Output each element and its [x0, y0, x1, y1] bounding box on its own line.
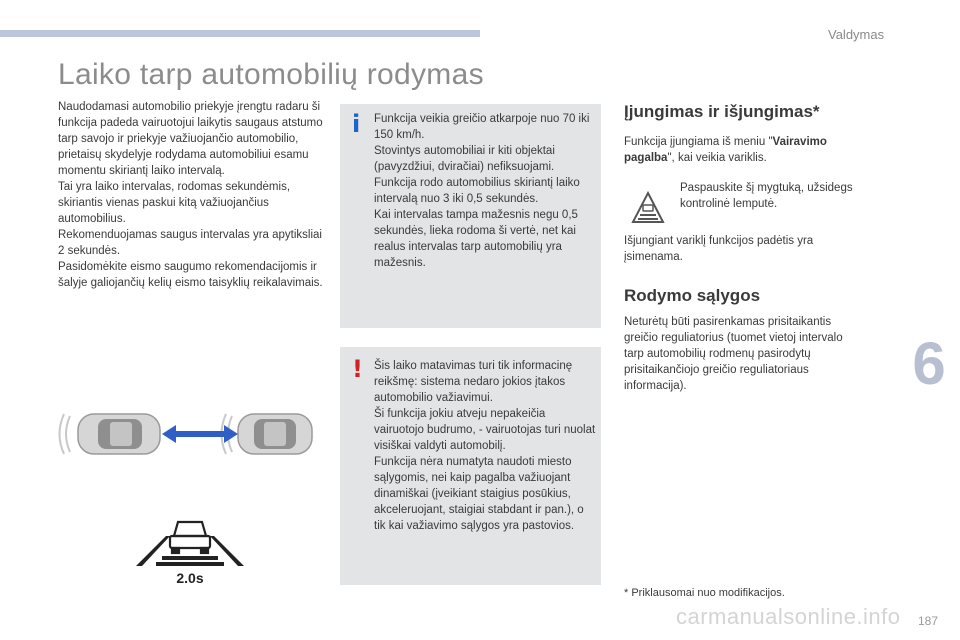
activation-text-start: Funkcija įjungiama iš meniu " — [624, 136, 773, 148]
section-heading-conditions: Rodymo sąlygos — [624, 286, 761, 305]
info-box — [340, 104, 601, 328]
header-bar — [0, 30, 480, 37]
info-icon: i — [352, 110, 361, 138]
time-readout: 2.0s — [176, 570, 204, 586]
footnote: * Priklausomai nuo modifikacijos. — [624, 587, 785, 599]
page-title: Laiko tarp automobilių rodymas — [58, 58, 484, 91]
section-label: Valdymas — [828, 27, 885, 42]
distance-display-figure — [132, 506, 248, 586]
section-heading-activation: Įjungimas ir išjungimas* — [624, 102, 820, 121]
vehicle-distance-figure — [56, 406, 316, 462]
chapter-number: 6 — [912, 329, 946, 397]
menu-name: Vairavimo pagalba — [624, 136, 827, 164]
distance-arrow-icon — [162, 425, 238, 443]
memory-text: Išjungiant variklį funkcijos padėtis yra įsimenama. — [624, 235, 814, 263]
watermark: carmanualsonline.info — [676, 604, 901, 629]
activation-text — [624, 134, 864, 166]
display-road-lines-icon — [136, 536, 244, 566]
page-number: 187 — [918, 614, 939, 628]
rear-car-icon — [78, 414, 160, 454]
warning-box — [340, 347, 601, 585]
warning-icon: ! — [352, 355, 363, 383]
activation-text-end: ", kai veikia variklis. — [667, 152, 767, 164]
intro-text: Naudodamasi automobilio priekyje įrengtu radaru ši funkcija padeda vairuotojui laikytis saugaus atstumo tarp savojo ir priekyje važiuojančio automobilio, prietaisų skydelyje rodydama automobiliui esamu momentu skiriantį laiko intervalą. Tai yra laiko intervalas, rodomas sekundėmis, skiriantis vienas paskui kitą važiuojančius automobilius. Rekomenduojamas saugus intervalas yra apytiksliai 2 sekundės. Pasidomėkite eismo saugumo rekomendacijomis ir šalyje galiojančių kelių eismo taisyklių reikalavimais. — [58, 101, 323, 289]
display-car-icon — [170, 522, 210, 553]
distance-button-icon — [630, 190, 666, 226]
step-instruction — [680, 180, 870, 212]
info-text: Funkcija veikia greičio atkarpoje nuo 70 iki 150 km/h. Stovintys automobiliai ir kiti objektai (pavyzdžiui, dviračiai) nefiksuojami. Funkcija rodo automobilius skiriantį laiko intervalą nuo 3 iki 0,5 sekundės. Kai intervalas tampa mažesnis negu 0,5 sekundės, lieka rodoma ši vertė, net kai realus intervalas tarp automobilių yra mažesnis. — [374, 113, 590, 269]
front-car-icon — [238, 414, 312, 454]
conditions-text: Neturėtų būti pasirenkamas prisitaikantis greičio reguliatorius (tuomet vietoj intervalo tarp automobilių rodmenų pasirodytų prisitaikančiojo greičio reguliatoriaus informacija). — [624, 316, 843, 392]
step-text: Paspauskite šį mygtuką, užsidegs kontrolinė lemputė. — [680, 182, 853, 210]
warning-text: Šis laiko matavimas turi tik informacinę reikšmę: sistema nedaro jokios įtakos automobilio važiavimui. Ši funkcija jokiu atveju nepakeičia vairuotojo budrumo, - vairuotojas turi nuolat visiškai valdyti automobilį. Funkcija nėra numatyta naudoti miesto sąlygomis, nei kaip pagalba važiuojant dinamiškai (įveikiant staigius posūkius, akceleruojant, staigiai stabdant ir pan.), o tik kai važiavimo sąlygos yra pastovios. — [374, 360, 596, 532]
